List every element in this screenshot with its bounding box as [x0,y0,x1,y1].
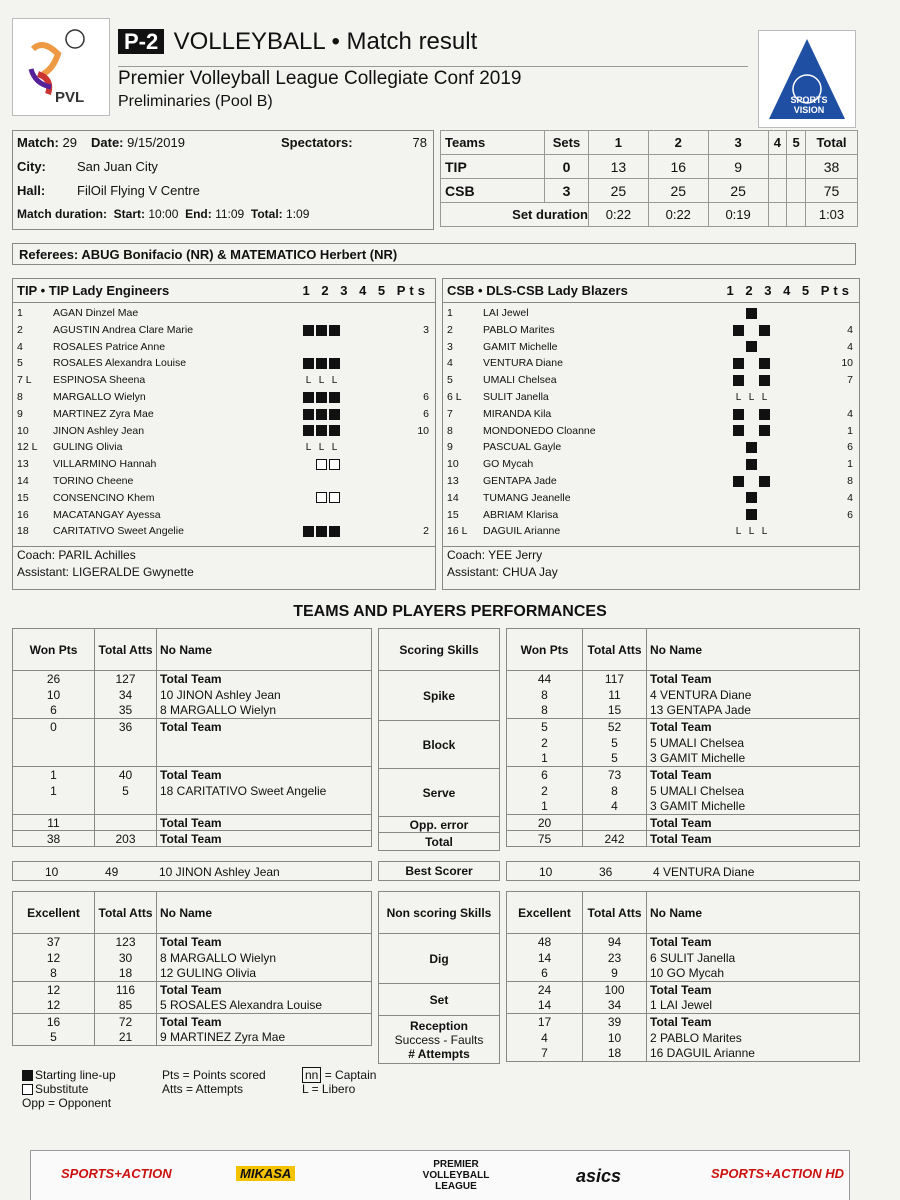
set-participation [733,305,793,322]
player-row [443,322,859,339]
player-name: SULIT Janella [483,390,549,403]
title-line [118,28,477,56]
player-row [443,372,859,389]
team-b-best-scorer: 10 36 4 VENTURA Diane [506,861,860,881]
stat-row: 26 127 Total Team [13,671,372,687]
stat-row: 14 23 6 SULIT Janella [507,950,860,966]
set-participation: L L L [735,391,768,403]
player-number: 9 [17,407,23,420]
starting-lineup-icon [329,392,340,403]
stat-row: 6 35 8 MARGALLO Wielyn [13,703,372,719]
stat-row: 10 34 10 JINON Ashley Jean [13,687,372,703]
player-points: 8 [847,474,853,487]
set-participation [733,339,793,356]
mikasa-logo: MIKASA [236,1166,295,1181]
player-name: GULING Olivia [53,441,123,454]
player-name: PASCUAL Gayle [483,441,562,454]
team-b-coach: Coach: YEE Jerry [447,548,543,563]
substitute-icon [22,1084,33,1095]
set-participation [733,507,793,524]
starting-lineup-icon [303,325,314,336]
player-name: CONSENCINO Khem [53,491,155,504]
player-name: MONDONEDO Cloanne [483,424,596,437]
starting-lineup-icon [316,325,327,336]
starting-lineup-icon [759,425,770,436]
stat-row [13,751,372,767]
city: San Juan City [77,159,158,174]
doc-title: VOLLEYBALL • Match result [173,28,478,55]
player-row [13,439,435,456]
player-number: 18 [17,525,29,538]
player-row [443,523,859,540]
player-points: 4 [847,491,853,504]
doc-code: P-2 [118,29,164,54]
player-name: UMALI Chelsea [483,374,557,387]
player-name: AGAN Dinzel Mae [53,307,139,319]
scoring-skills-column: Scoring Skills Spike Block Serve Opp. error Total [378,628,500,851]
player-number: 16 [17,508,29,521]
stat-row: 12 116 Total Team [13,982,372,998]
stage-name: Preliminaries (Pool B) [118,93,273,110]
team-b-assistant: Assistant: CHUA Jay [447,565,558,580]
substitute-icon [329,459,340,470]
starting-lineup-icon [733,476,744,487]
starting-lineup-icon [329,425,340,436]
hall: FilOil Flying V Centre [77,183,200,198]
player-number: 8 [17,390,23,403]
player-row [13,490,435,507]
player-points: 4 [847,340,853,353]
player-row [443,305,859,322]
match-date: 9/15/2019 [127,135,185,150]
starting-lineup-icon [733,375,744,386]
player-number: 14 [447,491,459,504]
starting-lineup-icon [303,526,314,537]
player-name: ESPINOSA Sheena [53,374,146,387]
player-number: 10 [447,458,459,471]
stat-row: 1 4 3 GAMIT Michelle [507,799,860,815]
set-participation [303,523,363,540]
set-participation [303,423,363,440]
stat-row: 1 5 3 GAMIT Michelle [507,751,860,767]
player-row [13,372,435,389]
team-a-coach: Coach: PARIL Achilles [17,548,136,563]
player-number: 13 [17,458,29,471]
player-number: 16 L [447,525,468,538]
set-participation [303,322,363,339]
player-number: 1 [17,307,23,319]
player-name: GO Mycah [483,458,534,471]
player-row [443,473,859,490]
sports-vision-logo-text: SPORTS VISION [790,95,828,115]
team-a-assistant: Assistant: LIGERALDE Gwynette [17,565,194,580]
starting-lineup-icon [329,409,340,420]
starting-lineup-icon [759,358,770,369]
player-number: 2 [17,323,23,336]
player-points: 7 [847,374,853,387]
set-participation: L L L [305,442,338,454]
stat-row: 6 9 10 GO Mycah [507,966,860,982]
starting-lineup-icon [316,526,327,537]
set-participation [733,372,793,389]
referees-bar [12,243,856,265]
stat-row: 14 34 1 LAI Jewel [507,998,860,1014]
team-a-scoring-table: Won Pts Total Atts No Name 26 127 Total Team 10 34 10 JINON Ashley Jean 6 35 8 MARGALLO Wielyn 0 36 Total Team 1 40 Total Team 1 5 18 CARITATIVO Sweet Angelie 11 Total Team 38 203 Total Team [12,628,372,847]
team-a-name: TIP • TIP Lady Engineers [17,283,170,298]
set-participation [303,456,363,473]
match-duration: Match duration: Start: 10:00 End: 11:09 Total: 1:09 [17,207,310,221]
player-number: 3 [447,340,453,353]
team-a-roster: TIP • TIP Lady Engineers 1 2 3 4 5 Pts 1 AGAN Dinzel Mae 2 AGUSTIN Andrea Clare Marie 3 4 ROSALES Patrice Anne 5 ROSALES Alexandra Louise 7 L ESPINOSA Sheena L L L 8 MARGALLO Wielyn 6 9 MARTINEZ Zyra Mae 6 10 JINON Ashley Jean 10 12 L GULING Olivia L L L 13 VILLARMINO Hannah 14 TORINO Cheene 15 CONSENCINO Khem 16 MACATANGAY Ayessa 18 CARITATIVO Sweet Angelie 2 Coach: PARIL Achilles Assistant: LIGERALDE Gwynette [12,278,436,590]
player-number: 5 [447,374,453,387]
starting-lineup-icon [746,341,757,352]
stat-row: 2 5 5 UMALI Chelsea [507,735,860,751]
sports-action-logo: SPORTS+ACTION [61,1166,172,1181]
player-row [443,339,859,356]
player-number: 10 [17,424,29,437]
player-name: CARITATIVO Sweet Angelie [53,525,184,538]
starting-lineup-icon [303,425,314,436]
stat-row: 7 18 16 DAGUIL Arianne [507,1046,860,1062]
set-participation [733,423,793,440]
set-participation [733,456,793,473]
performances-title: TEAMS AND PLAYERS PERFORMANCES [293,603,607,620]
player-number: 14 [17,474,29,487]
stat-row: 0 36 Total Team [13,719,372,735]
player-points: 4 [847,323,853,336]
nonscoring-skills-column: Non scoring Skills Dig Set Reception Success - Faults # Attempts [378,891,500,1064]
player-points: 1 [847,458,853,471]
starting-lineup-icon [746,492,757,503]
player-row [13,339,435,356]
player-row [443,507,859,524]
match-info-box: Match: 29 Date: 9/15/2019 Spectators: 78 City: San Juan City Hall: FilOil Flying V Centre Match duration: Start: 10:00 End: 11:09 Total: 1:09 [12,130,434,230]
set-participation [303,490,363,507]
substitute-icon [316,459,327,470]
player-points: 6 [847,508,853,521]
starting-lineup-icon [759,409,770,420]
player-row [13,389,435,406]
player-row [443,406,859,423]
starting-lineup-icon [329,526,340,537]
player-points: 10 [841,357,853,370]
best-scorer-label: Best Scorer [378,861,500,881]
stat-row: 8 18 12 GULING Olivia [13,966,372,982]
starting-lineup-icon [329,325,340,336]
starting-lineup-icon [22,1070,33,1081]
player-row [13,456,435,473]
sports-action-hd-logo: SPORTS+ACTION HD [711,1166,845,1181]
stat-row: 8 11 4 VENTURA Diane [507,687,860,703]
stat-row: 20 Total Team [507,815,860,831]
referees: Referees: ABUG Bonifacio (NR) & MATEMATICO Herbert (NR) [19,247,398,262]
player-row [443,389,859,406]
player-number: 13 [447,474,459,487]
starting-lineup-icon [733,325,744,336]
player-row [13,423,435,440]
player-number: 7 [447,407,453,420]
player-row [443,439,859,456]
player-name: TUMANG Jeanelle [483,491,571,504]
player-number: 7 L [17,374,32,387]
player-row [443,490,859,507]
set-row-csb: CSB 3 25 25 25 75 [441,179,858,203]
starting-lineup-icon [303,409,314,420]
competition-name: Premier Volleyball League Collegiate Conf 2019 [118,68,522,89]
set-participation [733,439,793,456]
set-participation [733,473,793,490]
player-points: 6 [423,407,429,420]
player-name: AGUSTIN Andrea Clare Marie [53,323,194,336]
player-name: JINON Ashley Jean [53,424,145,437]
player-row [13,305,435,322]
substitute-icon [316,492,327,503]
set-scores-table: Teams Sets 1 2 3 4 5 Total TIP 0 13 16 9 38 CSB 3 25 25 25 75 Set duration 0:22 0:22 0:19 1:03 [440,130,858,227]
player-row [13,355,435,372]
player-points: 2 [423,525,429,538]
starting-lineup-icon [329,358,340,369]
player-name: ROSALES Alexandra Louise [53,357,187,370]
spectators-count: 78 [412,135,427,150]
player-name: TORINO Cheene [53,474,134,487]
player-name: GENTAPA Jade [483,474,557,487]
stat-row: 4 10 2 PABLO Marites [507,1030,860,1046]
starting-lineup-icon [733,409,744,420]
player-number: 4 [17,340,23,353]
stat-row: 5 21 9 MARTINEZ Zyra Mae [13,1030,372,1046]
player-row [443,456,859,473]
stat-row [13,799,372,815]
player-row [13,523,435,540]
stat-row: 38 203 Total Team [13,831,372,847]
player-number: 15 [17,491,29,504]
player-points: 6 [847,441,853,454]
player-row [13,507,435,524]
starting-lineup-icon [759,325,770,336]
sponsor-bar [30,1150,850,1200]
player-name: VILLARMINO Hannah [53,458,157,471]
player-number: 2 [447,323,453,336]
set-participation [733,322,793,339]
starting-lineup-icon [303,358,314,369]
set-participation [733,406,793,423]
player-row [13,322,435,339]
stat-row: 1 5 18 CARITATIVO Sweet Angelie [13,783,372,799]
player-points: 1 [847,424,853,437]
player-name: ABRIAM Klarisa [483,508,559,521]
stat-row: 48 94 Total Team [507,934,860,950]
starting-lineup-icon [733,358,744,369]
pvl-sponsor-logo: PREMIER VOLLEYBALL LEAGUE [422,1159,490,1192]
player-name: LAI Jewel [483,307,529,319]
player-number: 6 L [447,390,462,403]
pvl-logo-text: PVL [55,89,85,106]
player-name: ROSALES Patrice Anne [53,340,166,353]
starting-lineup-icon [303,392,314,403]
player-name: DAGUIL Arianne [483,525,561,538]
team-b-name: CSB • DLS-CSB Lady Blazers [447,283,628,298]
team-b-scoring-table: Won Pts Total Atts No Name 44 117 Total Team 8 11 4 VENTURA Diane 8 15 13 GENTAPA Jade 5 52 Total Team 2 5 5 UMALI Chelsea 1 5 3 GAMIT Michelle 6 73 Total Team 2 8 5 UMALI Chelsea 1 4 3 GAMIT Michelle 20 Total Team 75 242 Total Team [506,628,860,847]
player-row [13,406,435,423]
player-name: MARTINEZ Zyra Mae [53,407,154,420]
starting-lineup-icon [759,375,770,386]
starting-lineup-icon [746,509,757,520]
player-number: 8 [447,424,453,437]
player-points: 4 [847,407,853,420]
stat-row: 17 39 Total Team [507,1014,860,1030]
starting-lineup-icon [316,392,327,403]
set-duration-row: Set duration 0:22 0:22 0:19 1:03 [441,203,858,227]
player-row [443,423,859,440]
stat-row: 16 72 Total Team [13,1014,372,1030]
starting-lineup-icon [316,358,327,369]
player-name: GAMIT Michelle [483,340,558,353]
player-name: VENTURA Diane [483,357,563,370]
stat-row: 75 242 Total Team [507,831,860,847]
starting-lineup-icon [746,308,757,319]
substitute-icon [329,492,340,503]
player-name: MARGALLO Wielyn [53,390,146,403]
set-participation: L L L [305,375,338,387]
player-number: 4 [447,357,453,370]
player-points: 6 [423,390,429,403]
starting-lineup-icon [316,409,327,420]
set-participation: L L L [735,526,768,538]
team-b-roster: CSB • DLS-CSB Lady Blazers 1 2 3 4 5 Pts 1 LAI Jewel 2 PABLO Marites 4 3 GAMIT Michelle 4 4 VENTURA Diane 10 5 UMALI Chelsea 7 6 L SULIT Janella L L L 7 MIRANDA Kila 4 8 MONDONEDO Cloanne 1 9 PASCUAL Gayle 6 10 GO Mycah 1 13 GENTAPA Jade 8 14 TUMANG Jeanelle 4 15 ABRIAM Klarisa 6 16 L DAGUIL Arianne L L L Coach: YEE Jerry Assistant: CHUA Jay [442,278,860,590]
player-points: 3 [423,323,429,336]
stat-row: 44 117 Total Team [507,671,860,687]
player-name: MACATANGAY Ayessa [53,508,161,521]
team-b-nonscoring-table: Excellent Total Atts No Name 48 94 Total Team 14 23 6 SULIT Janella 6 9 10 GO Mycah 24 100 Total Team 14 34 1 LAI Jewel 17 39 Total Team 4 10 2 PABLO Marites 7 18 16 DAGUIL Arianne [506,891,860,1062]
stat-row: 2 8 5 UMALI Chelsea [507,783,860,799]
starting-lineup-icon [733,425,744,436]
stat-row: 8 15 13 GENTAPA Jade [507,703,860,719]
player-number: 9 [447,441,453,454]
sports-vision-logo [758,30,856,128]
starting-lineup-icon [746,442,757,453]
stat-row: 11 Total Team [13,815,372,831]
player-name: MIRANDA Kila [483,407,552,420]
stat-row: 12 30 8 MARGALLO Wielyn [13,950,372,966]
starting-lineup-icon [316,425,327,436]
pvl-logo [12,18,110,116]
stat-row: 1 40 Total Team [13,767,372,783]
match-number: 29 [62,135,77,150]
player-name: PABLO Marites [483,323,555,336]
player-number: 1 [447,307,453,319]
player-row [443,355,859,372]
set-participation [303,389,363,406]
player-number: 12 L [17,441,38,454]
set-participation [303,406,363,423]
starting-lineup-icon [746,459,757,470]
stat-row: 5 52 Total Team [507,719,860,735]
set-participation [733,490,793,507]
asics-logo: asics [576,1166,622,1186]
starting-lineup-icon [759,476,770,487]
stat-row: 12 85 5 ROSALES Alexandra Louise [13,998,372,1014]
legend: Starting line-up Substitute Opp = Opponent [22,1068,116,1110]
stat-row: 37 123 Total Team [13,934,372,950]
player-number: 5 [17,357,23,370]
set-participation [733,355,793,372]
player-row [13,473,435,490]
team-a-nonscoring-table: Excellent Total Atts No Name 37 123 Total Team 12 30 8 MARGALLO Wielyn 8 18 12 GULING Olivia 12 116 Total Team 12 85 5 ROSALES Alexandra Louise 16 72 Total Team 5 21 9 MARTINEZ Zyra Mae [12,891,372,1046]
stat-row [13,735,372,751]
set-row-tip: TIP 0 13 16 9 38 [441,155,858,179]
player-points: 10 [417,424,429,437]
player-number: 15 [447,508,459,521]
stat-row: 24 100 Total Team [507,982,860,998]
stat-row: 6 73 Total Team [507,767,860,783]
set-participation [303,355,363,372]
team-a-best-scorer: 10 49 10 JINON Ashley Jean [12,861,372,881]
